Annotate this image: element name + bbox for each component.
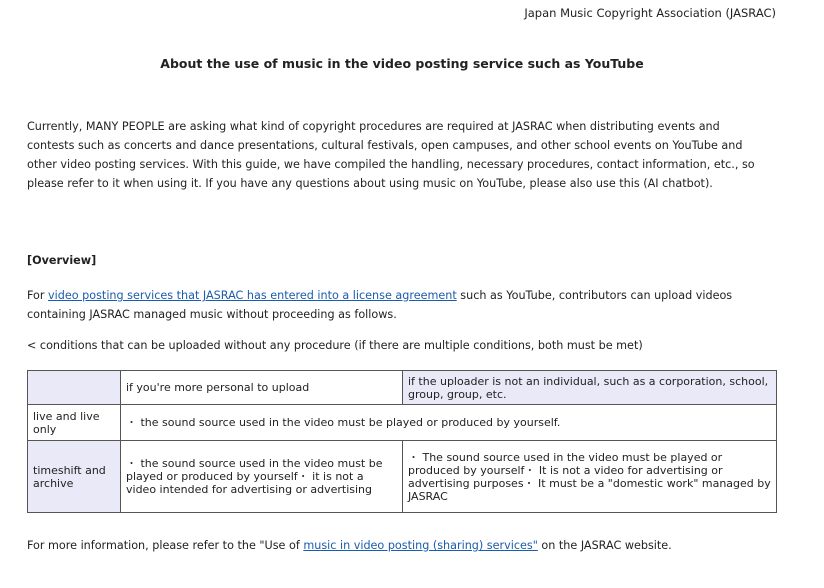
conditions-table <box>27 370 777 513</box>
row-label-live: live and live only <box>28 405 121 441</box>
overview-prefix: For <box>27 289 49 302</box>
page-title: About the use of music in the video posting service such as YouTube <box>160 56 644 71</box>
footer-paragraph <box>27 539 672 552</box>
conditions-caption: < conditions that can be uploaded without any procedure (if there are multiple conditions, both must be met) <box>27 339 643 352</box>
timeshift-organization-cell: ・ The sound source used in the video must be played or produced by yourself・ It is not a video for advertising or advertising purposes・ It must be a "domestic work" managed by JASRAC <box>403 441 777 513</box>
overview-paragraph <box>27 286 767 324</box>
header-personal-cell: if you're more personal to upload <box>121 371 403 405</box>
timeshift-personal-cell: ・ the sound source used in the video must be played or produced by yourself・ it is not a video intended for advertising or advertising <box>121 441 403 513</box>
video-posting-services-link[interactable]: music in video posting (sharing) services" <box>303 539 538 552</box>
header-corner-cell <box>28 371 121 405</box>
header-organization-cell: if the uploader is not an individual, such as a corporation, school, group, group, etc. <box>403 371 777 405</box>
overview-heading: [Overview] <box>27 254 97 267</box>
table-row-timeshift <box>28 441 777 513</box>
intro-paragraph: Currently, MANY PEOPLE are asking what kind of copyright procedures are required at JASRAC when distributing events and contests such as concerts and dance presentations, cultural festivals, open campuses, and other school events on YouTube and other video posting services. With this guide, we have compiled the handling, necessary procedures, contact information, etc., so please refer to it when using it. If you have any questions about using music on YouTube, please also use this (AI chatbot). <box>27 120 755 190</box>
organization-name: Japan Music Copyright Association (JASRAC) <box>524 6 776 20</box>
row-label-timeshift: timeshift and archive <box>28 441 121 513</box>
table-header-row <box>28 371 777 405</box>
live-condition-cell: ・ the sound source used in the video must be played or produced by yourself. <box>121 405 777 441</box>
footer-suffix: on the JASRAC website. <box>537 539 672 552</box>
footer-prefix: For more information, please refer to the "Use of <box>27 539 304 552</box>
overview-suffix: such as YouTube, contributors can upload videos containing JASRAC managed music without proceeding as follows. <box>27 289 733 321</box>
table-row-live <box>28 405 777 441</box>
license-agreement-link[interactable]: video posting services that JASRAC has entered into a license agreement <box>48 289 457 302</box>
